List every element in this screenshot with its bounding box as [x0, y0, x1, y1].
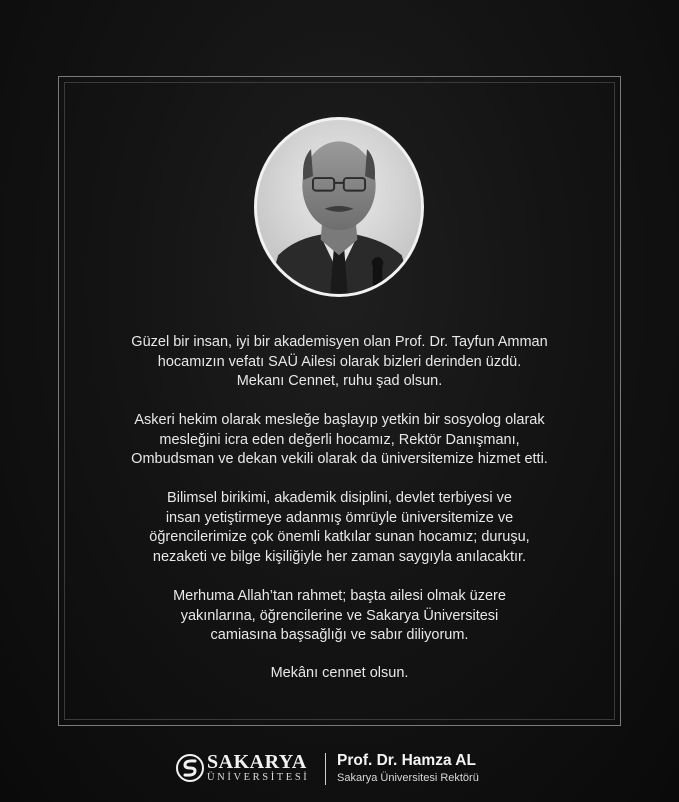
text-line: camiasına başsağlığı ve sabır diliyorum.	[210, 627, 469, 643]
text-line: Mekânı cennet olsun.	[270, 665, 409, 681]
logo-subtitle: ÜNİVERSİTESİ	[207, 772, 310, 783]
logo-name: SAKARYA	[207, 751, 307, 773]
text-line: öğrencilerimize çok önemli katkılar sunan hocamız; duruşu,	[149, 529, 530, 545]
text-line: Askeri hekim olarak mesleğe başlayıp yetkin bir sosyolog olarak	[134, 412, 545, 428]
paragraph-closing	[70, 664, 609, 684]
paragraph-prayer	[70, 587, 609, 646]
text-line: Ombudsman ve dekan vekili olarak da üniversitemize hizmet etti.	[131, 451, 548, 467]
portrait-photo	[254, 117, 424, 297]
text-line: Güzel bir insan, iyi bir akademisyen olan Prof. Dr. Tayfun Amman	[131, 334, 548, 350]
text-line: Bilimsel birikimi, akademik disiplini, devlet terbiyesi ve	[167, 490, 512, 506]
signatory-title: Sakarya Üniversitesi Rektörü	[337, 772, 479, 784]
text-line: hocamızın vefatı SAÜ Ailesi olarak bizleri derinden üzdü.	[157, 353, 522, 370]
signatory-name: Prof. Dr. Hamza AL	[337, 752, 476, 769]
paragraph-tribute	[70, 489, 609, 567]
paragraph-condolence	[70, 333, 609, 392]
text-line: insan yetiştirmeye adanmış ömrüyle üniversitemize ve	[165, 509, 514, 526]
text-line: mesleğini icra eden değerli hocamız, Rektör Danışmanı,	[159, 431, 520, 448]
footer-signature	[0, 746, 679, 796]
text-line: yakınlarına, öğrencilerine ve Sakarya Üniversitesi	[180, 607, 499, 624]
footer-divider	[325, 753, 326, 785]
text-line: Mekanı Cennet, ruhu şad olsun.	[236, 373, 443, 389]
text-line: Merhuma Allah’tan rahmet; başta ailesi olmak üzere	[173, 588, 506, 604]
sakarya-university-logo-icon	[176, 754, 204, 782]
paragraph-career	[70, 411, 609, 470]
text-line: nezaketi ve bilge kişiliğiyle her zaman saygıyla anılacaktır.	[152, 548, 527, 565]
